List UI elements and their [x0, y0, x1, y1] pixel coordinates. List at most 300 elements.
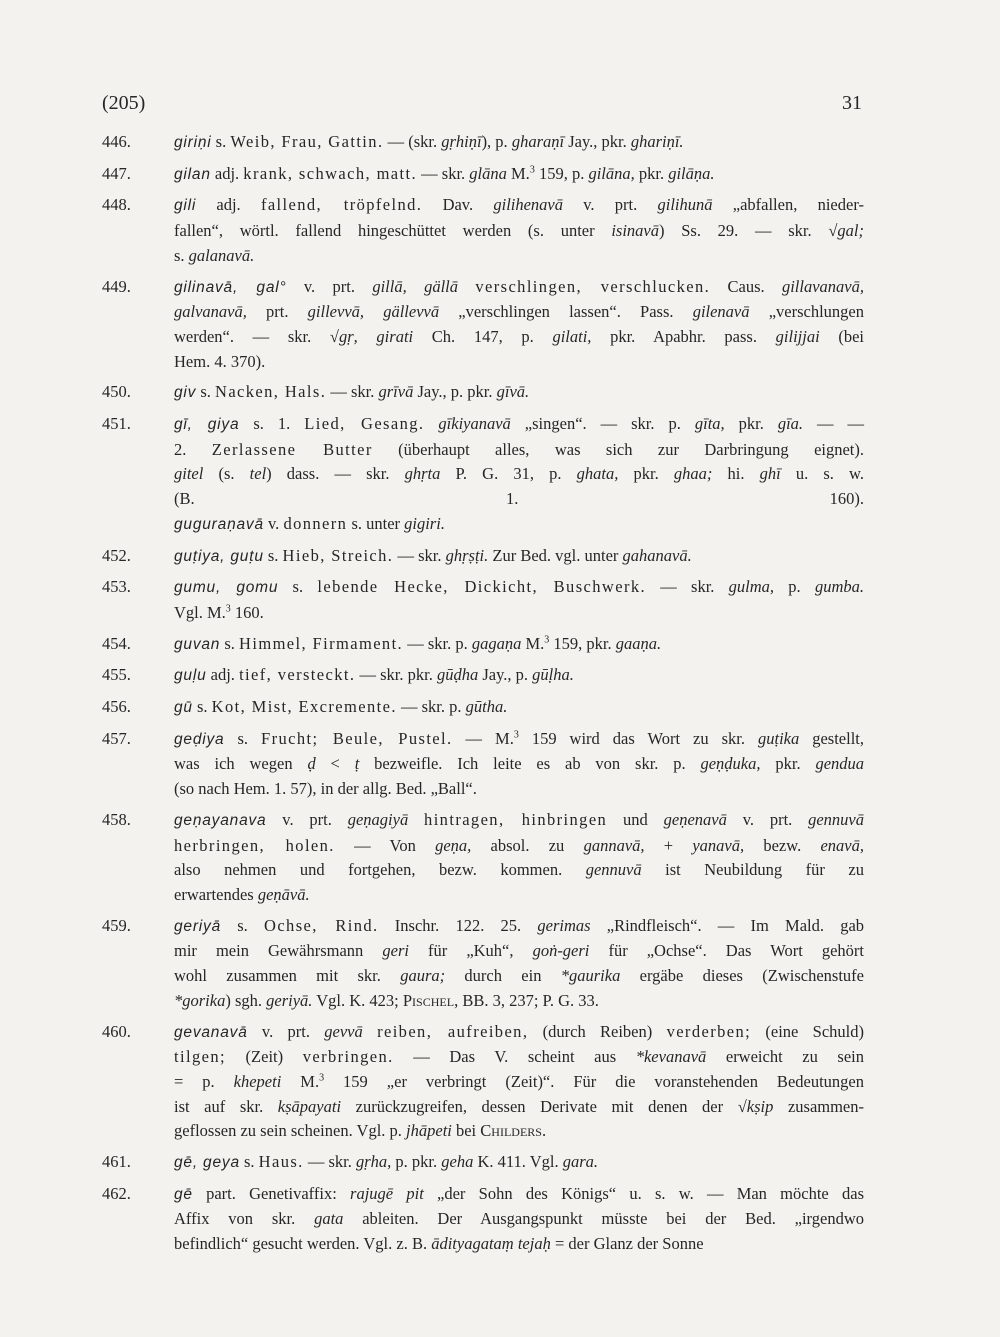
entry-text-run: — skr. p. [403, 633, 472, 653]
entry-text-run: gūtha. [465, 697, 508, 717]
entry-text-run: pkr. [618, 464, 674, 484]
entry-text-run: reiben, aufreiben, [377, 1021, 529, 1041]
entry-text-run: s. 1. [239, 414, 305, 434]
entry-text-run: ableiten. Der Ausgangspunkt müsste bei der Bed. „irgendwo [343, 1209, 864, 1229]
entry-text-run: gilāṇa. [668, 163, 715, 183]
entry-text-run: M. [281, 1071, 320, 1091]
entry-text-run: ), p. [481, 132, 512, 151]
entry-text-run: v. prt. [563, 195, 658, 215]
entry-text-run: geha [441, 1152, 474, 1172]
entry-text-run: ādityagataṃ tejaḥ [431, 1234, 551, 1254]
entry-text-run: gaura; [400, 966, 446, 986]
entry-text-run: Vgl. K. 423; [312, 990, 403, 1010]
entry-text-run: Dav. [422, 195, 494, 215]
entry-number: 458. [102, 809, 131, 829]
entry-text-run: herbringen, holen. [174, 835, 335, 855]
entry-number: 456. [102, 697, 131, 717]
entry-text-run: — (skr. [383, 132, 442, 151]
entry-line [174, 777, 864, 802]
entry-text-run: „verschlungen [749, 302, 864, 322]
entry-text-run: Pischel [402, 990, 455, 1010]
edition-superscript: 3 [544, 634, 550, 646]
entry-line [174, 300, 864, 325]
entry-line [174, 575, 864, 601]
entry-text-run: Childers [480, 1121, 542, 1141]
entry-text-run: gahanavā. [622, 545, 692, 565]
entry-text-run: gillevvā, gällevvā [307, 302, 440, 322]
entry-text-run [458, 277, 475, 296]
entry-text-run: verbringen. [302, 1047, 394, 1067]
entry-text-run: gagaṇa [471, 633, 522, 653]
entry-text-run: Zur Bed. vgl. unter [488, 545, 623, 565]
entry-line [174, 914, 864, 940]
entry-text-run: s. unter [347, 513, 405, 533]
entry-text-run: Ch. 147, p. [413, 326, 553, 346]
entry-text-run: ghariṇī. [630, 132, 684, 151]
entry-text-run: gillavanavā, [781, 276, 864, 296]
entry-line [174, 1182, 864, 1208]
entry-line [174, 663, 864, 689]
entry-line [174, 1020, 864, 1046]
headword: geḍiya [174, 730, 225, 748]
edition-superscript: 3 [319, 1072, 325, 1084]
entry-text-run: ṭ [354, 754, 360, 774]
entry-text-run: lebende Hecke, Dickicht, Buschwerk. [317, 577, 647, 597]
entry-line [174, 350, 864, 375]
entry-text-run: guṭika [757, 728, 800, 748]
entry-text-run: = p. [174, 1071, 234, 1091]
entry-line [174, 939, 864, 964]
entry-line [174, 438, 864, 463]
page-header [102, 92, 862, 120]
entry-text-run: 159 „er verbringt (Zeit)“. Für die voranstehenden Bedeutungen [324, 1071, 864, 1091]
entry-text-run [363, 1022, 377, 1041]
entry-text-run: isinavā [611, 221, 659, 241]
entry-text-run: bei [451, 1121, 481, 1141]
headword: guvan [174, 635, 221, 653]
entry-text-run: v. [263, 513, 284, 533]
entry-text-run: geriyā. [266, 990, 313, 1010]
entry-text-run: — Von [334, 835, 436, 855]
entry-text-run: p. [774, 577, 815, 597]
entry-text-run [424, 414, 438, 433]
headword: guḷu [174, 667, 207, 685]
entry-text [174, 130, 864, 156]
entry-text-run: 159, p. [534, 163, 589, 183]
entry-text [174, 808, 864, 908]
entry-text-run: pkr. [634, 163, 669, 183]
entry-number: 462. [102, 1183, 131, 1203]
entry-text-run: (eine Schuld) [751, 1021, 865, 1041]
entry-text [174, 1150, 864, 1176]
entry-text-run: geṇa, [435, 835, 472, 855]
entry-text-run: Lied, Gesang. [304, 414, 425, 434]
entry-text-run: Zerlassene Butter [211, 439, 373, 459]
headword: gē, geya [174, 1154, 240, 1172]
entry-text-run: absol. zu [471, 835, 584, 855]
entry-text-run: Hieb, Streich. [282, 545, 394, 565]
headword: giriṇi [174, 134, 212, 151]
entry-text-run: 159, pkr. [549, 633, 616, 653]
entry-text-run: gaaṇa. [615, 633, 662, 653]
entry-text-run: gata [314, 1209, 344, 1229]
entry-line [174, 964, 864, 989]
entry-text-run: wohl zusammen mit skr. [174, 966, 401, 986]
entry-text [174, 632, 864, 658]
entry-text-run: gulma, [728, 577, 775, 597]
entry-text-run: grīvā [378, 382, 414, 402]
entry-text [174, 193, 864, 268]
entry-text-run: gigiri. [404, 513, 445, 533]
entry-text-run: werden“. — skr. √ [174, 326, 339, 346]
entry-text-run: = der Glanz der Sonne [550, 1234, 704, 1254]
entry-text-run: ghī [759, 464, 781, 484]
entry-text-run: — skr. pkr. [355, 665, 437, 685]
entry-line [174, 727, 864, 753]
entry-text-run: gevvā [324, 1021, 363, 1041]
dictionary-entry [102, 162, 864, 188]
headword: giv [174, 384, 197, 402]
entry-text-run: Kot, Mist, Excremente. [211, 697, 397, 717]
entry-text-run: K. 411. Vgl. [473, 1152, 563, 1172]
entry-text-run: goṅ-geri [532, 941, 590, 961]
entry-text-run: p. pkr. [391, 1152, 442, 1172]
entry-line [174, 695, 864, 721]
entry-number: 450. [102, 382, 131, 402]
entry-line [174, 512, 864, 538]
entry-text-run: pkr. [724, 414, 778, 434]
entry-text-run: ) dass. — skr. [266, 464, 405, 484]
entry-line [174, 1119, 864, 1144]
entry-line [174, 219, 864, 244]
entry-line [174, 462, 864, 487]
entry-text-run: v. prt. [726, 809, 809, 829]
entry-line [174, 487, 864, 512]
entry-text-run: s. [192, 697, 212, 717]
dictionary-entry [102, 1150, 864, 1176]
entry-text-run: Jay., pkr. [564, 132, 631, 151]
entry-text-run: — M. [452, 728, 514, 748]
entry-text-run: < [315, 754, 355, 774]
entry-text-run: ghṛṣṭi. [445, 545, 489, 565]
entry-text-run: — Das V. scheint aus [393, 1047, 636, 1067]
page-number: 31 [842, 92, 862, 114]
entry-line [174, 325, 864, 350]
entry-text-run: glāna [469, 163, 507, 183]
headword: guguraṇavā [174, 515, 264, 533]
entry-text-run: „der Sohn des Königs“ u. s. w. — Man möchte das [423, 1183, 864, 1203]
entry-text-run: geri [382, 941, 409, 961]
entry-text [174, 1020, 864, 1145]
entry-text-run: Ochse, Rind. [264, 915, 379, 935]
entry-text-run: Nacken, Hals. [215, 382, 327, 402]
entry-text-run: gillā, gällā [372, 276, 458, 296]
entry-text-run: hi. [712, 464, 760, 484]
entry-text-run: befindlich“ gesucht werden. Vgl. z. B. [174, 1234, 432, 1254]
entry-text-run: (bei [819, 326, 864, 346]
entry-number: 455. [102, 665, 131, 685]
entry-text-run [408, 810, 424, 829]
entry-text-run: gilenavā [692, 302, 750, 322]
page-section-number: (205) [102, 92, 146, 114]
entry-text-run: Haus. [258, 1152, 304, 1172]
entry-text [174, 1182, 864, 1257]
entry-number: 452. [102, 545, 131, 565]
entry-text-run: fallend, tröpfelnd. [260, 195, 423, 215]
dictionary-entry [102, 808, 864, 908]
entry-line [174, 1045, 864, 1070]
entry-text-run: fallen“, wörtl. fallend hingeschüttet werden (s. unter [174, 221, 612, 241]
entry-text-run: s. [220, 633, 240, 653]
entry-text-run: s. [211, 132, 231, 151]
entry-text-run: bezweifle. Ich leite es ab von skr. p. [359, 754, 701, 774]
entry-line [174, 244, 864, 269]
entry-text-run: donnern [283, 513, 348, 533]
entry-text-run: gūḷha. [532, 665, 574, 685]
entry-text-run: , BB. 3, 237; P. G. 33. [454, 990, 599, 1010]
entry-text-run: (s. [203, 464, 250, 484]
entry-text-run: gīa. [777, 414, 804, 434]
entry-text-run: u. s. w. [780, 464, 864, 484]
entry-line [174, 632, 864, 658]
entry-text-run: Vgl. M. [174, 602, 226, 622]
entry-text-run: für „Kuh“, [408, 941, 533, 961]
entry-text-run: ist Neubildung für zu [641, 860, 865, 880]
entry-number: 447. [102, 163, 131, 183]
entry-text-run: s. [239, 1152, 259, 1172]
entry-text-run: gestellt, [799, 728, 865, 748]
entry-text-run: s. [263, 545, 283, 565]
entry-text-run: (so nach Hem. 1. 57), in der allg. Bed. „Ball“. [174, 779, 477, 799]
entry-text-run: tief, versteckt. [239, 665, 356, 685]
edition-superscript: 3 [513, 729, 519, 741]
entry-text-run: — skr. [646, 577, 729, 597]
entry-text-run: durch ein [445, 966, 561, 986]
entry-text-run: Inschr. 122. 25. [378, 915, 538, 935]
headword: gumu, gomu [174, 579, 279, 597]
headword: gē [174, 1185, 193, 1203]
entry-line [174, 1150, 864, 1176]
entry-text-run: gara. [562, 1152, 599, 1172]
entry-text-run: s. [278, 577, 318, 597]
entry-text-run: v. prt. [247, 1021, 325, 1041]
entry-text [174, 695, 864, 721]
entry-text-run: 159 wird das Wort zu skr. [518, 728, 758, 748]
entry-text-run: gitel [174, 464, 204, 484]
edition-superscript: 3 [529, 164, 535, 176]
edition-superscript: 3 [225, 603, 231, 615]
entry-number: 446. [102, 132, 131, 151]
entry-text-run: rajugē pit [350, 1183, 424, 1203]
entry-number: 461. [102, 1152, 131, 1172]
entry-text-run: adj. [196, 195, 261, 215]
entry-text [174, 380, 864, 406]
entry-number: 457. [102, 728, 131, 748]
entry-line [174, 834, 864, 859]
entry-text [174, 914, 864, 1014]
entry-text-run: (B. 1. 160). [174, 489, 864, 509]
entry-text [174, 727, 864, 802]
entry-text-run: hintragen, hinbringen [424, 809, 608, 829]
entry-text-run: ist auf skr. [174, 1096, 278, 1116]
dictionary-entry [102, 130, 864, 156]
entry-text-run: ergäbe dieses (Zwischenstufe [620, 966, 864, 986]
entry-line [174, 162, 864, 188]
entry-text-run: mir mein Gewährsmann [174, 941, 383, 961]
entry-line [174, 544, 864, 570]
entry-text [174, 162, 864, 188]
entry-text-run: geṇagiyā [347, 809, 409, 829]
entry-text-run: — skr. [417, 163, 470, 183]
entry-line [174, 858, 864, 883]
dictionary-entry [102, 193, 864, 268]
entry-text-run: erweicht zu sein [706, 1047, 864, 1067]
entry-text-run: „singen“. — skr. p. [510, 414, 695, 434]
entry-line [174, 1070, 864, 1095]
entry-text-run: Affix von skr. [174, 1209, 315, 1229]
entry-text-run: ) sgh. [225, 990, 267, 1010]
entry-text-run: kṣip [746, 1096, 774, 1116]
entry-text-run: ghṛta [404, 464, 441, 484]
entry-text-run: zusammen- [773, 1096, 864, 1116]
headword: gili [174, 197, 197, 215]
entry-line [174, 883, 864, 908]
entry-text-run: gannavā, [583, 835, 645, 855]
entry-text-run: geṇḍuka, [700, 754, 761, 774]
entry-text-run: s. [196, 382, 216, 402]
entry-text-run: verderben; [666, 1021, 752, 1041]
entry-text-run: s. [174, 245, 189, 265]
entry-text-run: Caus. [710, 276, 782, 296]
entry-text-run: erwartendes [174, 884, 258, 904]
entry-text [174, 663, 864, 689]
entry-text-run: gṛha, [355, 1152, 392, 1172]
entry-text-run: (Zeit) [225, 1047, 303, 1067]
entry-text-run: gennuvā [585, 860, 642, 880]
entry-text-run: + [644, 835, 693, 855]
entry-text-run: galanavā. [188, 245, 255, 265]
entry-line [174, 412, 864, 438]
dictionary-entry [102, 632, 864, 658]
entry-text-run: . [541, 1121, 547, 1141]
entry-text [174, 575, 864, 625]
entry-text-run: Hem. 4. 370). [174, 351, 266, 371]
entry-text-run: *gaurika [560, 966, 621, 986]
dictionary-entry [102, 380, 864, 406]
entry-text-run: v. prt. [266, 809, 348, 829]
entry-text-run: gilihunā [657, 195, 713, 215]
entry-text-run: gumba. [814, 577, 864, 597]
entry-text-run: M. [506, 163, 530, 183]
entry-text-run: verschlingen, verschlucken. [475, 276, 711, 296]
entry-text-run: gilāna, [588, 163, 635, 183]
entry-text-run: gṛ, girati [338, 326, 414, 346]
entry-text-run: gīta, [694, 414, 725, 434]
entry-line [174, 275, 864, 301]
entry-text-run: tilgen; [174, 1047, 226, 1067]
dictionary-entry [102, 1020, 864, 1145]
entry-text-run: Weib, Frau, Gattin. [230, 132, 384, 151]
entry-text-run: (durch Reiben) [528, 1021, 667, 1041]
entry-text-run: geflossen zu sein scheinen. Vgl. p. [174, 1121, 407, 1141]
entry-text-run: pkr. Apabhr. pass. [591, 326, 776, 346]
entry-text-run: Jay., p. [478, 665, 533, 685]
headword: geriyā [174, 917, 222, 935]
entry-line [174, 989, 864, 1014]
entry-number: 451. [102, 414, 131, 434]
entry-text-run: enavā, [820, 835, 865, 855]
entry-text-run: gerimas [537, 915, 591, 935]
entry-text-run: adj. [206, 665, 240, 685]
entry-line [174, 1207, 864, 1232]
entry-text-run: Jay., p. pkr. [413, 382, 497, 402]
entry-line [174, 1232, 864, 1257]
entry-text-run: gal; [837, 221, 864, 241]
entry-text-run: prt. [246, 302, 308, 322]
dictionary-entry [102, 275, 864, 375]
entry-text-run: s. [221, 915, 264, 935]
dictionary-entry [102, 914, 864, 1014]
entry-text-run: galvanavā, [174, 302, 247, 322]
entry-text-run: „abfallen, nieder- [712, 195, 864, 215]
entry-number: 449. [102, 276, 131, 296]
entry-text-run: gilihenavā [493, 195, 564, 215]
dictionary-entry [102, 1182, 864, 1257]
entry-text-run: *kevanavā [635, 1047, 707, 1067]
entry-text-run: gūḍha [436, 665, 479, 685]
entry-line [174, 808, 864, 834]
entry-line [174, 380, 864, 406]
entry-text-run: für „Ochse“. Das Wort gehört [589, 941, 864, 961]
headword: gū [174, 699, 193, 717]
entry-text-run: ghaa; [673, 464, 713, 484]
entry-text-run: was ich wegen [174, 754, 308, 774]
entry-line [174, 1095, 864, 1120]
entry-text-run: geṇāvā. [257, 884, 310, 904]
entry-text-run: ghata, [576, 464, 619, 484]
entry-text-run: — skr. p. [396, 697, 466, 717]
entry-number: 448. [102, 195, 131, 215]
entry-text-run: zurückzugreifen, dessen Derivate mit denen der √ [341, 1096, 747, 1116]
entry-text-run: gilati, [552, 326, 592, 346]
headword: guṭiya, guṭu [174, 547, 264, 565]
entry-text-run: und [607, 809, 664, 829]
headword: gī, giya [174, 416, 240, 434]
entry-text-run: khepeti [233, 1071, 282, 1091]
headword: gilinavā, gal° [174, 278, 287, 296]
entry-text-run: yanavā, [692, 835, 745, 855]
entry-text-run: v. prt. [286, 276, 373, 296]
entry-line [174, 752, 864, 777]
headword: gevanavā [174, 1023, 248, 1041]
entry-line [174, 193, 864, 219]
entry-text-run: s. [224, 728, 262, 748]
entry-text-run: gīkiyanavā [438, 414, 511, 434]
entry-text-run: (überhaupt alles, was sich zur Darbringung eignet). [372, 439, 865, 459]
entry-number: 460. [102, 1021, 131, 1041]
entry-text-run: gennuvā [808, 809, 865, 829]
entry-text-run: gilijjai [775, 326, 820, 346]
entry-text-run: gharaṇī [511, 132, 565, 151]
entry-line [174, 130, 864, 156]
entry-text-run: pkr. [760, 754, 816, 774]
entry-text-run: „Rindfleisch“. — Im Mald. gab [590, 915, 865, 935]
entry-text-run: jhāpeti [406, 1121, 452, 1141]
entry-text-run: — — [803, 414, 865, 434]
dictionary-entry [102, 727, 864, 802]
entry-text-run: gendua [815, 754, 865, 774]
entry-text-run: 160. [230, 602, 264, 622]
